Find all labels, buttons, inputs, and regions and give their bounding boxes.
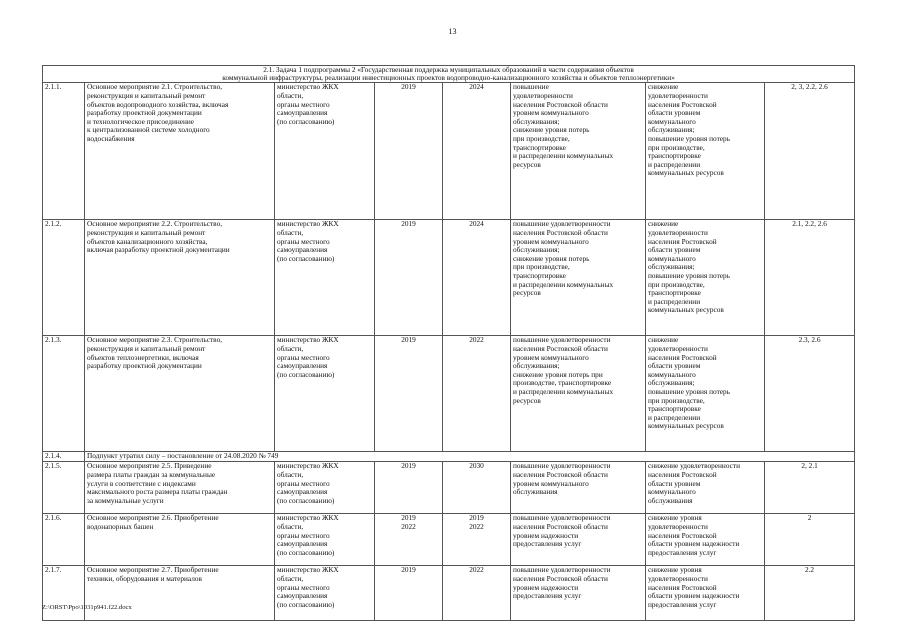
table-row — [43, 83, 855, 220]
cancelled-note: Подпункт утратил силу – постановление от 24.08.2020 № 749 — [85, 452, 855, 462]
row-number: 2.1.4. — [43, 452, 85, 462]
linked-indicators: 2.1, 2.2, 2.6 — [765, 220, 855, 336]
linked-indicators: 2 — [765, 514, 855, 566]
row-number: 2.1.6. — [43, 514, 85, 566]
linked-indicators: 2.2 — [765, 566, 855, 621]
activity-name: Основное мероприятие 2.2. Строительство, реконструкция и капитальный ремонт объектов канализационного хозяйства, включая разработку проектной документации — [85, 220, 275, 336]
linked-indicators: 2, 3, 2.2, 2.6 — [765, 83, 855, 220]
end-year: 2019 2022 — [443, 514, 511, 566]
expected-result: повышение удовлетворенности населения Ростовской области уровнем коммунального обслуживания; снижение уровня потерь при производстве, транспортировке и распределении коммунальных ресурсов — [511, 336, 646, 452]
row-number: 2.1.2. — [43, 220, 85, 336]
responsible-executor: министерство ЖКХ области, органы местного самоуправления (по согласованию) — [275, 566, 375, 621]
table-row — [43, 566, 855, 621]
page-number: 13 — [448, 27, 457, 36]
responsible-executor: министерство ЖКХ области, органы местного самоуправления (по согласованию) — [275, 83, 375, 220]
non-implementation-consequence: снижение уровня удовлетворенности населения Ростовской области уровнем надежности предоставления услуг — [646, 514, 765, 566]
expected-result: повышение удовлетворенности населения Ростовской области уровнем надежности предоставления услуг — [511, 514, 646, 566]
activity-name: Основное мероприятие 2.7. Приобретение техники, оборудования и материалов — [85, 566, 275, 621]
activity-name: Основное мероприятие 2.3. Строительство, реконструкция и капитальный ремонт объектов теплоэнергетики, включая разработку проектной документации — [85, 336, 275, 452]
table-row — [43, 452, 855, 462]
responsible-executor: министерство ЖКХ области, органы местного самоуправления (по согласованию) — [275, 462, 375, 514]
table-row — [43, 514, 855, 566]
end-year: 2022 — [443, 336, 511, 452]
end-year: 2022 — [443, 566, 511, 621]
expected-result: повышение удовлетворенности населения Ростовской области уровнем коммунального обслуживания — [511, 462, 646, 514]
start-year: 2019 — [375, 566, 443, 621]
expected-result: повышение удовлетворенности населения Ростовской области уровнем коммунального обслуживания; снижение уровня потерь при производстве, транспортировке и распределении коммунальных ресурсов — [511, 220, 646, 336]
activity-name: Основное мероприятие 2.5. Приведение размера платы граждан за коммунальные услуги в соответствие с индексами максимального роста размера платы граждан за коммунальные услуги — [85, 462, 275, 514]
row-number: 2.1.5. — [43, 462, 85, 514]
table-row — [43, 220, 855, 336]
row-number: 2.1.7. — [43, 566, 85, 621]
end-year: 2024 — [443, 220, 511, 336]
end-year: 2024 — [443, 83, 511, 220]
non-implementation-consequence: снижение удовлетворенности населения Ростовской области уровнем коммунального обслуживания; повышение уровня потерь при производстве, транспортировке и распределении коммунальных ресурсов — [646, 220, 765, 336]
non-implementation-consequence: снижение уровня удовлетворенности населения Ростовской области уровнем надежности предоставления услуг — [646, 566, 765, 621]
start-year: 2019 — [375, 462, 443, 514]
non-implementation-consequence: снижение удовлетворенности населения Ростовской области уровнем коммунального обслуживания — [646, 462, 765, 514]
expected-result: повышение удовлетворенности населения Ростовской области уровнем коммунального обслуживания; снижение уровня потерь при производстве, транспортировке и распределении коммунальных ресурсов — [511, 83, 646, 220]
start-year: 2019 — [375, 220, 443, 336]
responsible-executor: министерство ЖКХ области, органы местного самоуправления (по согласованию) — [275, 336, 375, 452]
non-implementation-consequence: снижение удовлетворенности населения Ростовской области уровнем коммунального обслуживания; повышение уровня потерь при производстве, транспортировке и распределении коммунальных ресурсов — [646, 336, 765, 452]
section-heading: 2.1. Задача 1 подпрограммы 2 «Государственная поддержка муниципальных образований в части содержания объектов коммунальной инфраструктуры, реализации инвестиционных проектов водопроводно-канализационного хозяйства и объектов теплоэнергетики» — [43, 66, 855, 83]
linked-indicators: 2.3, 2.6 — [765, 336, 855, 452]
section-heading-row — [43, 66, 855, 83]
row-number: 2.1.1. — [43, 83, 85, 220]
start-year: 2019 2022 — [375, 514, 443, 566]
start-year: 2019 — [375, 336, 443, 452]
linked-indicators: 2, 2.1 — [765, 462, 855, 514]
non-implementation-consequence: снижение удовлетворенности населения Ростовской области уровнем коммунального обслуживания; повышение уровня потерь при производстве, транспортировке и распределении коммунальных ресурсов — [646, 83, 765, 220]
activity-name: Основное мероприятие 2.1. Строительство, реконструкция и капитальный ремонт объектов водопроводного хозяйства, включая разработку проектной документации и технологическое присоединение к централизованной системе холодного водоснабжения — [85, 83, 275, 220]
activity-name: Основное мероприятие 2.6. Приобретение водонапорных башен — [85, 514, 275, 566]
table-row — [43, 336, 855, 452]
end-year: 2030 — [443, 462, 511, 514]
start-year: 2019 — [375, 83, 443, 220]
responsible-executor: министерство ЖКХ области, органы местного самоуправления (по согласованию) — [275, 514, 375, 566]
file-path-footer: Z:\ORST\Ppo\1031p941.f22.docx — [42, 604, 132, 611]
responsible-executor: министерство ЖКХ области, органы местного самоуправления (по согласованию) — [275, 220, 375, 336]
row-number: 2.1.3. — [43, 336, 85, 452]
table-row — [43, 462, 855, 514]
expected-result: повышение удовлетворенности населения Ростовской области уровнем надежности предоставления услуг — [511, 566, 646, 621]
measures-table — [42, 65, 855, 621]
